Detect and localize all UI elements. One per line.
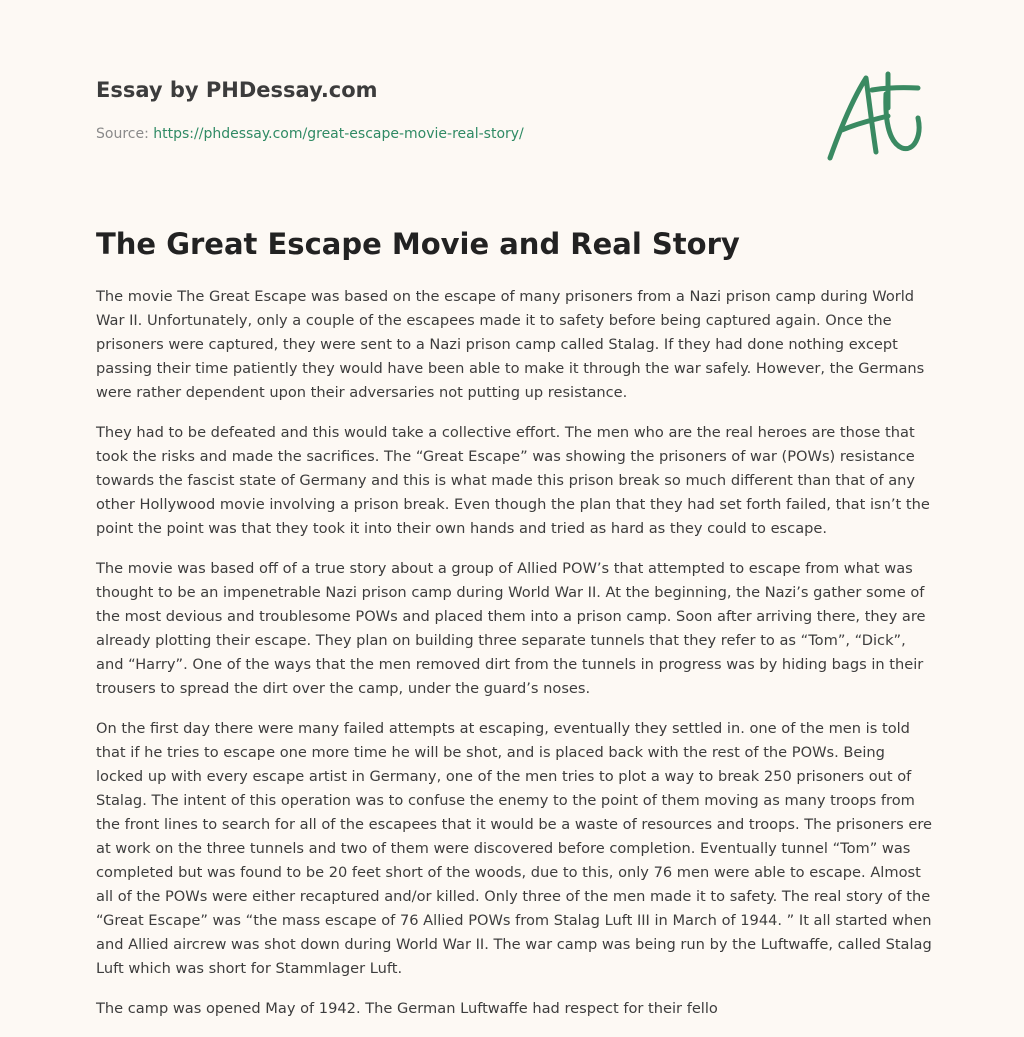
site-brand: Essay by PHDessay.com	[96, 78, 378, 102]
essay-paragraph: The camp was opened May of 1942. The German Luftwaffe had respect for their fello	[96, 1000, 718, 1017]
essay-paragraph: On the first day there were many failed attempts at escaping, eventually they settled in. one of the men is told that if he tries to escape one more time he will be shot, and is placed back with the rest of the POWs. Being locked up with every escape artist in Germany, one of the men tries to plot a way to break 250 prisoners out of Stalag. The intent of this operation was to confuse the enemy to the point of them moving as many troops from the front lines to search for all of the escapees that it would be a waste of resources and troops. The prisoners ere at work on the three tunnels and two of them were discovered before completion. Eventually tunnel “Tom” was completed but was found to be 20 feet short of the woods, due to this, only 76 men were able to escape. Almost all of the POWs were either recaptured and/or killed. Only three of the men made it to safety. The real story of the “Great Escape” was “the mass escape of 76 Allied POWs from Stalag Luft III in March of 1944. ” It all started when and Allied aircrew was shot down during World War II. The war camp was being run by the Luftwaffe, called Stalag Luft which was short for Stammlager Luft.	[96, 720, 932, 977]
essay-title: The Great Escape Movie and Real Story	[96, 227, 740, 261]
essay-paragraph: The movie The Great Escape was based on the escape of many prisoners from a Nazi prison camp during World War II. Unfortunately, only a couple of the escapees made it to safety before being captured again. Once the prisoners were captured, they were sent to a Nazi prison camp called Stalag. If they had done nothing except passing their time patiently they would have been able to make it through the war safely. However, the Germans were rather dependent upon their adversaries not putting up resistance.	[96, 288, 925, 401]
essay-paragraph: The movie was based off of a true story about a group of Allied POW’s that attempted to escape from what was thought to be an impenetrable Nazi prison camp during World War II. At the beginning, the Nazi’s gather some of the most devious and troublesome POWs and placed them into a prison camp. Soon after arriving there, they are already plotting their escape. They plan on building three separate tunnels that they refer to as “Tom”, “Dick”, and “Harry”. One of the ways that the men removed dirt from the tunnels in progress was by hiding bags in their trousers to spread the dirt over the camp, under the guard’s noses.	[96, 560, 926, 697]
a-plus-grade-icon	[822, 68, 930, 164]
source-line	[96, 124, 816, 144]
source-link[interactable]: https://phdessay.com/great-escape-movie-real-story/	[153, 126, 524, 142]
essay-paragraph: They had to be defeated and this would take a collective effort. The men who are the real heroes are those that took the risks and made the sacrifices. The “Great Escape” was showing the prisoners of war (POWs) resistance towards the fascist state of Germany and this is what made this prison break so much different than that of any other Hollywood movie involving a prison break. Even though the plan that they had set forth failed, that isn’t the point the point was that they took it into their own hands and tried as hard as they could to escape.	[96, 424, 930, 537]
source-label: Source:	[96, 126, 149, 142]
essay-body	[96, 285, 932, 1037]
page-header	[96, 76, 816, 144]
